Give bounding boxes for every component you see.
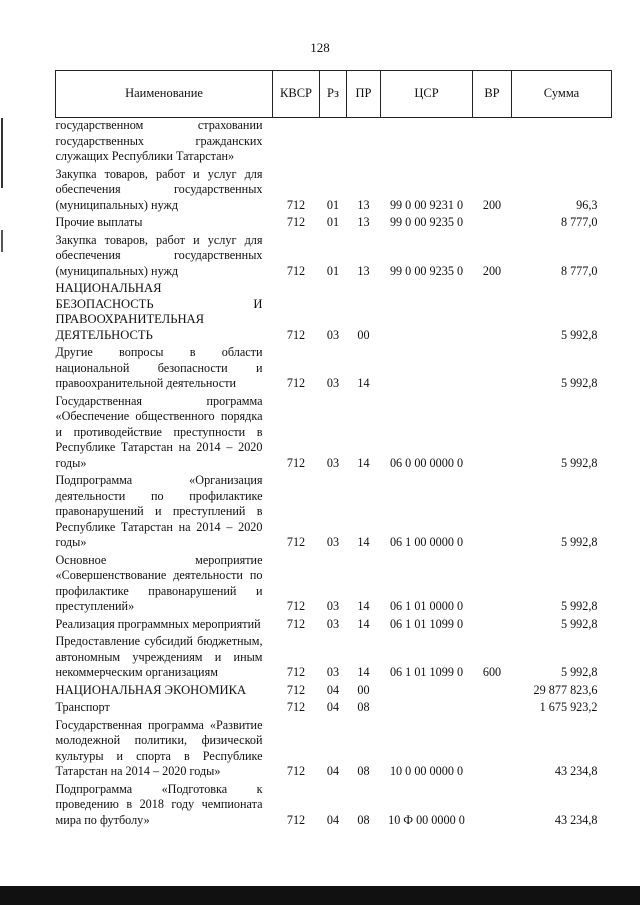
cell-rz: 03 <box>326 665 340 679</box>
cell-vr <box>473 617 512 635</box>
table-row <box>56 233 612 282</box>
cell-rz: 03 <box>326 376 340 390</box>
cell-csr <box>381 118 473 167</box>
cell-sum: 5 992,8 <box>560 599 598 613</box>
cell-csr: 10 Ф 00 0000 0 <box>388 812 465 827</box>
cell-name: Подпрограмма «Организация деятельности по профилактике правонарушений и преступлений в Республике Татарстан на 2014 – 2020 годы» <box>55 473 263 549</box>
cell-kvsr: 712 <box>286 812 306 827</box>
cell-pr: 14 <box>357 376 370 390</box>
table-row <box>56 683 612 701</box>
cell-sum: 43 234,8 <box>554 812 598 827</box>
cell-rz: 01 <box>326 263 340 278</box>
cell-csr: 06 0 00 0000 0 <box>389 455 464 470</box>
header-csr: ЦСР <box>381 71 473 118</box>
cell-vr <box>473 553 512 617</box>
table-row <box>56 617 612 635</box>
budget-table <box>55 70 612 830</box>
cell-vr: 200 <box>482 263 502 278</box>
cell-pr: 08 <box>357 764 370 778</box>
cell-kvsr <box>273 118 320 167</box>
cell-csr: 06 1 01 1099 0 <box>389 616 464 631</box>
cell-name: Закупка товаров, работ и услуг для обеспечения государственных (муниципальных) нужд <box>55 232 263 278</box>
cell-vr <box>473 345 512 394</box>
cell-csr <box>381 281 473 345</box>
table-row <box>56 281 612 345</box>
cell-rz: 03 <box>326 599 340 613</box>
header-rz: Рз <box>320 71 347 118</box>
cell-kvsr: 712 <box>286 700 306 714</box>
cell-csr: 06 1 00 0000 0 <box>389 535 464 549</box>
header-kvsr: КВСР <box>273 71 320 118</box>
cell-sum: 5 992,8 <box>560 455 598 470</box>
cell-pr <box>347 118 381 167</box>
scan-mark <box>1 230 3 252</box>
cell-kvsr: 712 <box>286 327 306 342</box>
cell-sum: 5 992,8 <box>560 376 598 390</box>
cell-name: государственном страховании государственных гражданских служащих Республики Татарстан» <box>55 118 263 163</box>
scan-mark <box>1 118 3 188</box>
table-body <box>56 118 612 831</box>
cell-name: Подпрограмма «Подготовка к проведению в 2018 году чемпионата мира по футболу» <box>55 781 263 827</box>
table-row <box>56 345 612 394</box>
table-row <box>56 167 612 216</box>
cell-sum: 5 992,8 <box>560 535 598 549</box>
cell-name: Другие вопросы в области национальной безопасности и правоохранительной деятельности <box>55 345 263 390</box>
cell-rz: 04 <box>326 682 340 697</box>
table-row <box>56 700 612 718</box>
cell-sum: 96,3 <box>576 197 598 212</box>
cell-kvsr: 712 <box>286 682 306 697</box>
cell-kvsr: 712 <box>286 665 306 679</box>
cell-pr: 14 <box>357 616 370 631</box>
cell-rz: 04 <box>326 700 340 714</box>
cell-pr: 14 <box>357 455 370 470</box>
cell-name: Транспорт <box>55 700 110 714</box>
table-row <box>56 118 612 167</box>
cell-sum: 1 675 923,2 <box>539 700 598 714</box>
table-row <box>56 782 612 831</box>
table-row <box>56 718 612 782</box>
cell-csr <box>381 700 473 718</box>
cell-name: Реализация программных мероприятий <box>55 616 261 631</box>
table-header <box>56 71 612 118</box>
cell-name: Государственная программа «Обеспечение общественного порядка и противодействие преступности в Республике Татарстан на 2014 – 2020 годы» <box>55 393 263 470</box>
cell-sum: 8 777,0 <box>560 263 598 278</box>
cell-pr: 08 <box>357 700 370 714</box>
cell-rz: 03 <box>326 327 340 342</box>
cell-vr <box>473 394 512 474</box>
cell-vr <box>473 782 512 831</box>
cell-rz: 04 <box>326 812 340 827</box>
cell-csr: 99 0 00 9235 0 <box>389 263 464 278</box>
scan-edge-marks <box>0 0 6 905</box>
table-row <box>56 473 612 553</box>
header-sum: Сумма <box>512 71 612 118</box>
cell-pr: 13 <box>357 215 370 229</box>
scan-bottom-edge <box>0 886 640 905</box>
cell-sum: 5 992,8 <box>560 665 598 679</box>
cell-vr <box>473 718 512 782</box>
cell-rz: 04 <box>326 764 340 778</box>
cell-vr: 600 <box>482 665 502 679</box>
cell-rz: 03 <box>326 616 340 631</box>
cell-rz: 01 <box>326 197 340 212</box>
cell-vr <box>473 683 512 701</box>
cell-csr: 06 1 01 1099 0 <box>389 665 464 679</box>
cell-name: НАЦИОНАЛЬНАЯ ЭКОНОМИКА <box>55 682 247 697</box>
cell-kvsr: 712 <box>286 197 306 212</box>
cell-sum: 8 777,0 <box>560 215 598 229</box>
cell-name: Предоставление субсидий бюджетным, автономным учреждениям и иным некоммерческим организациям <box>55 634 263 679</box>
cell-pr: 00 <box>357 327 370 342</box>
cell-kvsr: 712 <box>286 599 306 613</box>
table-row <box>56 215 612 233</box>
cell-csr <box>381 683 473 701</box>
table-row <box>56 553 612 617</box>
cell-vr <box>473 700 512 718</box>
cell-rz: 03 <box>326 535 340 549</box>
header-pr: ПР <box>347 71 381 118</box>
cell-kvsr: 712 <box>286 616 306 631</box>
cell-csr: 99 0 00 9235 0 <box>389 215 464 229</box>
cell-name: Закупка товаров, работ и услуг для обеспечения государственных (муниципальных) нужд <box>55 166 263 212</box>
cell-kvsr: 712 <box>286 376 306 390</box>
cell-rz: 01 <box>326 215 340 229</box>
cell-csr <box>381 345 473 394</box>
cell-pr: 13 <box>357 263 370 278</box>
cell-kvsr: 712 <box>286 535 306 549</box>
header-name: Наименование <box>56 71 273 118</box>
cell-rz <box>320 118 347 167</box>
cell-vr <box>473 118 512 167</box>
cell-vr <box>473 473 512 553</box>
cell-sum <box>512 118 612 167</box>
cell-kvsr: 712 <box>286 263 306 278</box>
cell-kvsr: 712 <box>286 215 306 229</box>
cell-rz: 03 <box>326 455 340 470</box>
budget-table-container <box>55 70 611 830</box>
cell-sum: 43 234,8 <box>554 764 598 778</box>
cell-pr: 14 <box>357 599 370 613</box>
cell-pr: 08 <box>357 812 370 827</box>
cell-name: Основное мероприятие «Совершенствование деятельности по профилактике правонарушений и преступлений» <box>55 552 263 613</box>
cell-csr: 06 1 01 0000 0 <box>389 599 464 613</box>
header-vr: ВР <box>473 71 512 118</box>
cell-csr: 10 0 00 0000 0 <box>389 764 464 778</box>
cell-pr: 14 <box>357 665 370 679</box>
cell-sum: 5 992,8 <box>560 616 598 631</box>
cell-pr: 13 <box>357 197 370 212</box>
cell-sum: 5 992,8 <box>560 327 598 342</box>
cell-vr: 200 <box>482 197 502 212</box>
cell-name: НАЦИОНАЛЬНАЯ БЕЗОПАСНОСТЬ И ПРАВООХРАНИТЕЛЬНАЯ ДЕЯТЕЛЬНОСТЬ <box>55 281 263 342</box>
cell-vr <box>473 281 512 345</box>
table-row <box>56 394 612 474</box>
cell-pr: 14 <box>357 535 370 549</box>
cell-pr: 00 <box>357 682 370 697</box>
page-number: 128 <box>310 40 330 55</box>
cell-name: Прочие выплаты <box>55 215 143 229</box>
cell-vr <box>473 215 512 233</box>
table-row <box>56 634 612 683</box>
cell-kvsr: 712 <box>286 764 306 778</box>
cell-name: Государственная программа «Развитие молодежной политики, физической культуры и спорта в Республике Татарстан на 2014 – 2020 годы» <box>55 717 263 778</box>
cell-csr: 99 0 00 9231 0 <box>389 197 464 212</box>
cell-kvsr: 712 <box>286 455 306 470</box>
cell-sum: 29 877 823,6 <box>533 682 598 697</box>
